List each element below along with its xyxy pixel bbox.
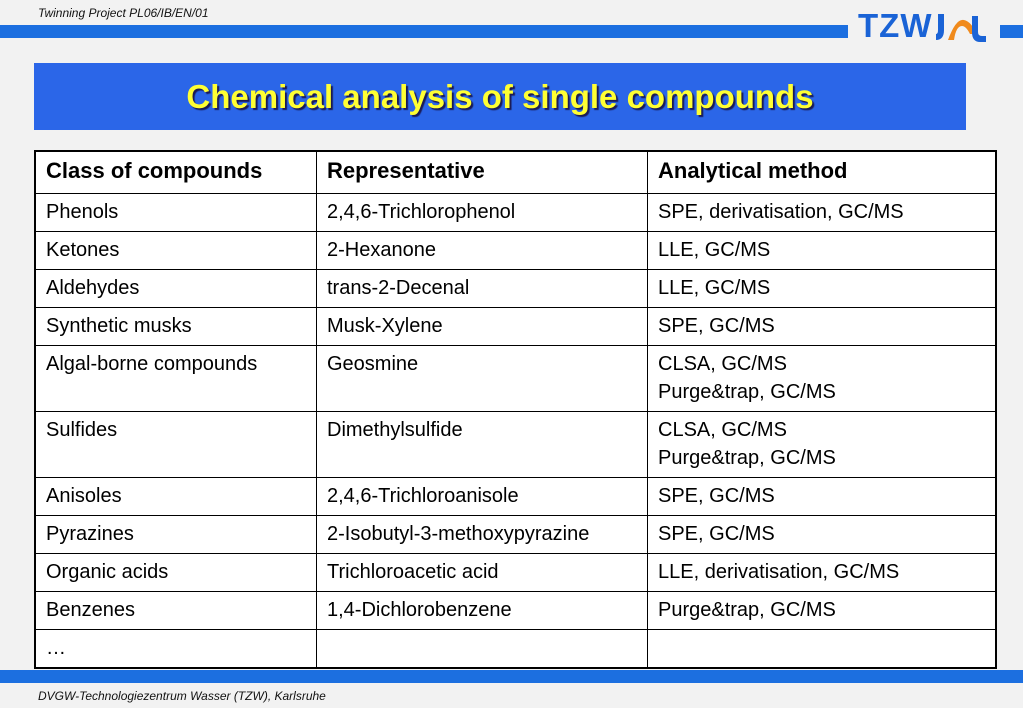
tzw-wave-logo-icon: [936, 10, 988, 44]
table-row: [35, 232, 996, 270]
cell-method: SPE, GC/MS: [648, 516, 997, 554]
slide-title: Chemical analysis of single compounds: [186, 77, 814, 115]
cell-representative: Dimethylsulfide: [317, 412, 648, 478]
table-row: [35, 412, 996, 478]
cell-class: Algal-borne compounds: [35, 346, 317, 412]
cell-class: …: [35, 630, 317, 669]
table-row: [35, 346, 996, 412]
table-row: [35, 478, 996, 516]
table-row: [35, 270, 996, 308]
table-row: [35, 308, 996, 346]
cell-class: Ketones: [35, 232, 317, 270]
method-line-1: CLSA, GC/MS: [658, 353, 787, 375]
table-row: [35, 554, 996, 592]
header-method: Analytical method: [648, 151, 997, 194]
cell-method: [648, 346, 997, 412]
cell-representative: Musk-Xylene: [317, 308, 648, 346]
cell-method: LLE, GC/MS: [648, 270, 997, 308]
footer-label: DVGW-Technologiezentrum Wasser (TZW), Karlsruhe: [38, 689, 326, 703]
cell-representative: Trichloroacetic acid: [317, 554, 648, 592]
cell-method: SPE, GC/MS: [648, 478, 997, 516]
table-row: [35, 516, 996, 554]
cell-method: SPE, GC/MS: [648, 308, 997, 346]
tzw-logo: [858, 8, 990, 44]
cell-class: Anisoles: [35, 478, 317, 516]
method-line-2: Purge&trap, GC/MS: [658, 381, 836, 403]
header-representative: Representative: [317, 151, 648, 194]
cell-representative: 2,4,6-Trichloroanisole: [317, 478, 648, 516]
compounds-table: [34, 150, 997, 669]
project-label: Twinning Project PL06/IB/EN/01: [38, 6, 209, 20]
bottom-stripe: [0, 670, 1023, 683]
top-stripe-end: [1000, 25, 1023, 38]
table-row: [35, 592, 996, 630]
table-row: [35, 630, 996, 669]
cell-class: Benzenes: [35, 592, 317, 630]
cell-representative: Geosmine: [317, 346, 648, 412]
cell-method: LLE, GC/MS: [648, 232, 997, 270]
header-class: Class of compounds: [35, 151, 317, 194]
method-line-1: CLSA, GC/MS: [658, 419, 787, 441]
cell-class: Synthetic musks: [35, 308, 317, 346]
cell-method: SPE, derivatisation, GC/MS: [648, 194, 997, 232]
cell-method: Purge&trap, GC/MS: [648, 592, 997, 630]
cell-representative: 2-Isobutyl-3-methoxypyrazine: [317, 516, 648, 554]
cell-representative: [317, 630, 648, 669]
cell-representative: 1,4-Dichlorobenzene: [317, 592, 648, 630]
cell-method: LLE, derivatisation, GC/MS: [648, 554, 997, 592]
cell-class: Phenols: [35, 194, 317, 232]
cell-class: Aldehydes: [35, 270, 317, 308]
table-header-row: [35, 151, 996, 194]
cell-method: [648, 630, 997, 669]
table-row: [35, 194, 996, 232]
cell-method: [648, 412, 997, 478]
method-line-2: Purge&trap, GC/MS: [658, 447, 836, 469]
title-banner: [34, 63, 966, 130]
logo-text: TZW: [858, 7, 933, 44]
top-stripe: [0, 25, 848, 38]
cell-representative: 2-Hexanone: [317, 232, 648, 270]
cell-class: Organic acids: [35, 554, 317, 592]
cell-class: Sulfides: [35, 412, 317, 478]
cell-representative: trans-2-Decenal: [317, 270, 648, 308]
cell-class: Pyrazines: [35, 516, 317, 554]
cell-representative: 2,4,6-Trichlorophenol: [317, 194, 648, 232]
